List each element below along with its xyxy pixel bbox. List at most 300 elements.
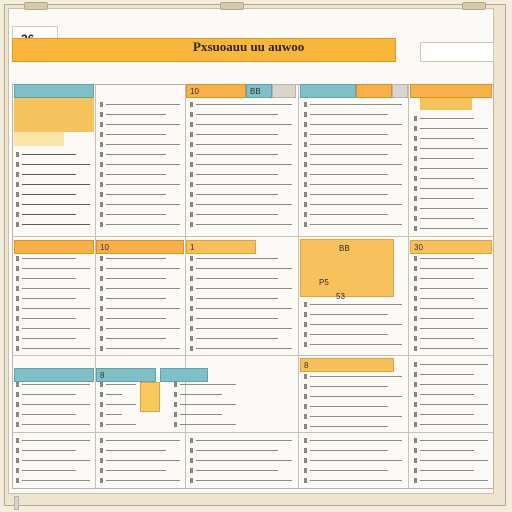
bullet-mark [100, 286, 103, 291]
header-label: BB [250, 87, 261, 96]
bullet-mark [16, 422, 19, 427]
text-stroke [22, 460, 90, 461]
text-stroke [196, 214, 278, 215]
bullet-mark [414, 382, 417, 387]
header-label: 8 [100, 371, 105, 380]
text-stroke [106, 298, 166, 299]
bullet-mark [190, 162, 193, 167]
text-stroke [22, 348, 90, 349]
bullet-mark [304, 112, 307, 117]
text-stroke [420, 308, 488, 309]
text-stroke [196, 204, 292, 205]
header-label: 10 [100, 243, 109, 252]
text-stroke [106, 174, 166, 175]
bullet-mark [16, 438, 19, 443]
text-stroke [196, 174, 278, 175]
bullet-mark [16, 152, 19, 157]
text-stroke [420, 440, 488, 441]
text-stroke [310, 204, 402, 205]
bullet-mark [414, 402, 417, 407]
text-stroke [180, 404, 236, 405]
bullet-mark [414, 372, 417, 377]
bullet-mark [16, 316, 19, 321]
bullet-mark [304, 342, 307, 347]
bullet-mark [414, 296, 417, 301]
bullet-mark [304, 458, 307, 463]
bullet-mark [16, 266, 19, 271]
highlight-block [420, 98, 472, 110]
bullet-mark [414, 176, 417, 181]
text-stroke [310, 416, 402, 417]
text-stroke [196, 460, 292, 461]
text-stroke [22, 318, 76, 319]
bullet-mark [414, 166, 417, 171]
text-stroke [196, 154, 278, 155]
bullet-mark [190, 102, 193, 107]
bullet-mark [304, 404, 307, 409]
header-label: 8 [304, 361, 309, 370]
text-stroke [196, 450, 278, 451]
text-stroke [106, 460, 180, 461]
text-stroke [106, 318, 166, 319]
text-stroke [196, 278, 278, 279]
text-stroke [420, 168, 488, 169]
text-stroke [106, 224, 180, 225]
bullet-mark [100, 276, 103, 281]
bullet-mark [100, 478, 103, 483]
text-stroke [420, 188, 488, 189]
text-stroke [310, 480, 402, 481]
bullet-mark [414, 306, 417, 311]
page-title: Pxsuoauu uu auwoo [193, 39, 305, 54]
bullet-mark [100, 266, 103, 271]
bullet-mark [414, 116, 417, 121]
text-stroke [310, 144, 402, 145]
text-stroke [420, 138, 474, 139]
text-stroke [106, 424, 136, 425]
bullet-mark [190, 296, 193, 301]
bullet-mark [174, 382, 177, 387]
text-stroke [106, 204, 180, 205]
column-divider [185, 84, 186, 489]
bullet-mark [190, 346, 193, 351]
bullet-mark [414, 266, 417, 271]
bullet-mark [190, 316, 193, 321]
header-cell [186, 240, 256, 254]
bullet-mark [16, 202, 19, 207]
text-stroke [22, 164, 90, 165]
bullet-mark [414, 448, 417, 453]
bullet-mark [16, 192, 19, 197]
text-stroke [196, 258, 278, 259]
bullet-mark [16, 458, 19, 463]
header-label: 30 [414, 243, 423, 252]
text-stroke [310, 134, 388, 135]
header-cell [272, 84, 296, 98]
text-stroke [196, 348, 292, 349]
text-stroke [420, 404, 488, 405]
header-cell [14, 240, 94, 254]
text-stroke [420, 470, 474, 471]
bullet-mark [414, 196, 417, 201]
bullet-mark [304, 122, 307, 127]
text-stroke [420, 318, 474, 319]
text-stroke [420, 424, 488, 425]
bullet-mark [100, 162, 103, 167]
header-cell [300, 358, 394, 372]
text-stroke [106, 394, 122, 395]
bullet-mark [304, 374, 307, 379]
bullet-mark [304, 312, 307, 317]
text-stroke [196, 194, 278, 195]
bullet-mark [16, 222, 19, 227]
bullet-mark [304, 424, 307, 429]
text-stroke [420, 384, 488, 385]
text-stroke [22, 194, 76, 195]
panel-label: P5 [319, 278, 329, 287]
text-stroke [22, 470, 76, 471]
bullet-mark [100, 132, 103, 137]
bullet-mark [414, 468, 417, 473]
text-stroke [420, 278, 474, 279]
highlight-block [14, 98, 94, 132]
text-stroke [310, 450, 388, 451]
text-stroke [310, 334, 388, 335]
text-stroke [22, 204, 90, 205]
text-stroke [420, 480, 488, 481]
text-stroke [106, 480, 180, 481]
bullet-mark [190, 326, 193, 331]
bullet-mark [304, 468, 307, 473]
bullet-mark [100, 458, 103, 463]
reference-box [420, 42, 494, 62]
bullet-mark [16, 182, 19, 187]
bullet-mark [100, 392, 103, 397]
bullet-mark [190, 142, 193, 147]
text-stroke [106, 470, 166, 471]
text-stroke [310, 406, 388, 407]
text-stroke [22, 440, 90, 441]
bullet-mark [414, 316, 417, 321]
bullet-mark [190, 202, 193, 207]
text-stroke [196, 134, 278, 135]
panel-label: BB [339, 244, 350, 253]
row-divider [12, 432, 494, 433]
bullet-mark [100, 212, 103, 217]
text-stroke [310, 440, 402, 441]
bullet-mark [414, 346, 417, 351]
bullet-mark [304, 182, 307, 187]
text-stroke [310, 386, 388, 387]
bullet-mark [304, 438, 307, 443]
highlight-block [140, 382, 160, 412]
bullet-mark [100, 336, 103, 341]
text-stroke [310, 324, 402, 325]
bullet-mark [190, 122, 193, 127]
text-stroke [106, 414, 122, 415]
bullet-mark [190, 438, 193, 443]
bullet-mark [16, 382, 19, 387]
bullet-mark [100, 346, 103, 351]
bullet-mark [16, 162, 19, 167]
bullet-mark [174, 402, 177, 407]
text-stroke [22, 174, 76, 175]
bullet-mark [414, 458, 417, 463]
row-divider [12, 236, 494, 237]
header-cell [186, 84, 246, 98]
highlight-block [14, 132, 64, 146]
bullet-mark [414, 326, 417, 331]
text-stroke [22, 298, 76, 299]
text-stroke [106, 144, 180, 145]
bullet-mark [100, 316, 103, 321]
header-cell [96, 240, 184, 254]
text-stroke [196, 480, 292, 481]
header-cell [246, 84, 272, 98]
text-stroke [196, 318, 278, 319]
text-stroke [196, 288, 292, 289]
bullet-mark [304, 192, 307, 197]
bullet-mark [414, 126, 417, 131]
text-stroke [106, 308, 180, 309]
text-stroke [310, 184, 402, 185]
bullet-mark [304, 478, 307, 483]
bullet-mark [304, 172, 307, 177]
text-stroke [196, 224, 292, 225]
bullet-mark [414, 412, 417, 417]
text-stroke [310, 396, 402, 397]
text-stroke [196, 308, 292, 309]
text-stroke [22, 258, 76, 259]
bullet-mark [414, 136, 417, 141]
text-stroke [420, 158, 474, 159]
pin-icon [24, 2, 48, 10]
bullet-mark [304, 302, 307, 307]
bullet-mark [304, 152, 307, 157]
header-cell [14, 368, 94, 382]
header-cell [96, 368, 156, 382]
text-stroke [420, 228, 488, 229]
text-stroke [196, 470, 278, 471]
bullet-mark [304, 142, 307, 147]
text-stroke [420, 450, 474, 451]
bullet-mark [414, 146, 417, 151]
text-stroke [106, 440, 180, 441]
text-stroke [22, 404, 90, 405]
bullet-mark [100, 142, 103, 147]
text-stroke [106, 288, 180, 289]
column-divider [408, 84, 409, 489]
text-stroke [180, 394, 222, 395]
header-cell [392, 84, 408, 98]
bullet-mark [304, 394, 307, 399]
pin-icon [220, 2, 244, 10]
header-label: 1 [190, 243, 195, 252]
bullet-mark [100, 202, 103, 207]
text-stroke [196, 338, 278, 339]
text-stroke [310, 194, 388, 195]
text-stroke [196, 184, 292, 185]
bullet-mark [100, 306, 103, 311]
bullet-mark [174, 422, 177, 427]
text-stroke [106, 104, 180, 105]
bullet-mark [16, 346, 19, 351]
column-divider [298, 84, 299, 489]
bullet-mark [304, 222, 307, 227]
header-cell [160, 368, 208, 382]
bullet-mark [190, 266, 193, 271]
bullet-mark [414, 286, 417, 291]
bullet-mark [304, 102, 307, 107]
bullet-mark [414, 438, 417, 443]
text-stroke [106, 338, 166, 339]
bullet-mark [190, 336, 193, 341]
bullet-mark [190, 172, 193, 177]
text-stroke [22, 224, 90, 225]
text-stroke [310, 304, 402, 305]
bullet-mark [16, 412, 19, 417]
text-stroke [196, 328, 292, 329]
text-stroke [420, 288, 488, 289]
bullet-mark [16, 296, 19, 301]
bullet-mark [100, 438, 103, 443]
bullet-mark [100, 102, 103, 107]
bullet-mark [304, 162, 307, 167]
text-stroke [420, 414, 474, 415]
text-stroke [106, 268, 180, 269]
bullet-mark [100, 448, 103, 453]
text-stroke [310, 174, 388, 175]
header-label: 10 [190, 87, 199, 96]
text-stroke [310, 154, 388, 155]
bullet-mark [190, 182, 193, 187]
text-stroke [196, 164, 292, 165]
text-stroke [310, 114, 388, 115]
bullet-mark [190, 112, 193, 117]
bullet-mark [414, 186, 417, 191]
text-stroke [22, 450, 76, 451]
text-stroke [22, 278, 76, 279]
bullet-mark [304, 384, 307, 389]
bullet-mark [190, 192, 193, 197]
text-stroke [420, 374, 474, 375]
bullet-mark [190, 276, 193, 281]
bullet-mark [100, 192, 103, 197]
bullet-mark [16, 468, 19, 473]
text-stroke [196, 124, 292, 125]
text-stroke [106, 450, 166, 451]
text-stroke [106, 194, 166, 195]
bullet-mark [16, 336, 19, 341]
text-stroke [196, 298, 278, 299]
bullet-mark [190, 478, 193, 483]
bullet-mark [100, 422, 103, 427]
bullet-mark [100, 112, 103, 117]
bullet-mark [414, 256, 417, 261]
bullet-mark [414, 206, 417, 211]
text-stroke [420, 268, 488, 269]
text-stroke [420, 178, 474, 179]
text-stroke [22, 154, 76, 155]
text-stroke [106, 154, 166, 155]
text-stroke [22, 214, 76, 215]
bullet-mark [100, 172, 103, 177]
text-stroke [22, 328, 90, 329]
text-stroke [106, 258, 166, 259]
text-stroke [420, 364, 488, 365]
text-stroke [106, 134, 166, 135]
text-stroke [22, 424, 90, 425]
bullet-mark [414, 478, 417, 483]
highlight-panel [300, 239, 394, 297]
bullet-mark [304, 414, 307, 419]
text-stroke [180, 424, 236, 425]
text-stroke [22, 480, 90, 481]
text-stroke [106, 348, 180, 349]
column-divider [95, 84, 96, 489]
text-stroke [310, 124, 402, 125]
text-stroke [106, 214, 166, 215]
text-stroke [420, 218, 474, 219]
text-stroke [420, 148, 488, 149]
text-stroke [106, 164, 180, 165]
text-stroke [22, 338, 76, 339]
text-stroke [420, 118, 474, 119]
text-stroke [420, 328, 488, 329]
bullet-mark [16, 326, 19, 331]
bullet-mark [414, 362, 417, 367]
text-stroke [420, 208, 488, 209]
text-stroke [420, 198, 474, 199]
text-stroke [106, 328, 180, 329]
header-cell [410, 240, 492, 254]
bullet-mark [100, 256, 103, 261]
pin-icon [462, 2, 486, 10]
bullet-mark [16, 402, 19, 407]
bullet-mark [414, 226, 417, 231]
text-stroke [420, 298, 474, 299]
bullet-mark [16, 306, 19, 311]
text-stroke [196, 440, 292, 441]
text-stroke [22, 414, 76, 415]
bullet-mark [190, 212, 193, 217]
text-stroke [420, 394, 474, 395]
row-divider [12, 355, 494, 356]
bullet-mark [190, 132, 193, 137]
header-cell [14, 84, 94, 98]
text-stroke [196, 104, 292, 105]
bullet-mark [174, 412, 177, 417]
bullet-mark [100, 296, 103, 301]
bullet-mark [100, 326, 103, 331]
cell-label: 53 [336, 292, 345, 301]
text-stroke [22, 268, 90, 269]
bullet-mark [414, 216, 417, 221]
bullet-mark [304, 212, 307, 217]
header-cell [14, 496, 19, 510]
bullet-mark [414, 422, 417, 427]
text-stroke [106, 114, 166, 115]
text-stroke [22, 384, 90, 385]
text-stroke [310, 470, 388, 471]
bullet-mark [100, 182, 103, 187]
text-stroke [106, 278, 166, 279]
text-stroke [22, 394, 76, 395]
bullet-mark [16, 276, 19, 281]
bullet-mark [190, 286, 193, 291]
text-stroke [420, 128, 488, 129]
bullet-mark [190, 222, 193, 227]
